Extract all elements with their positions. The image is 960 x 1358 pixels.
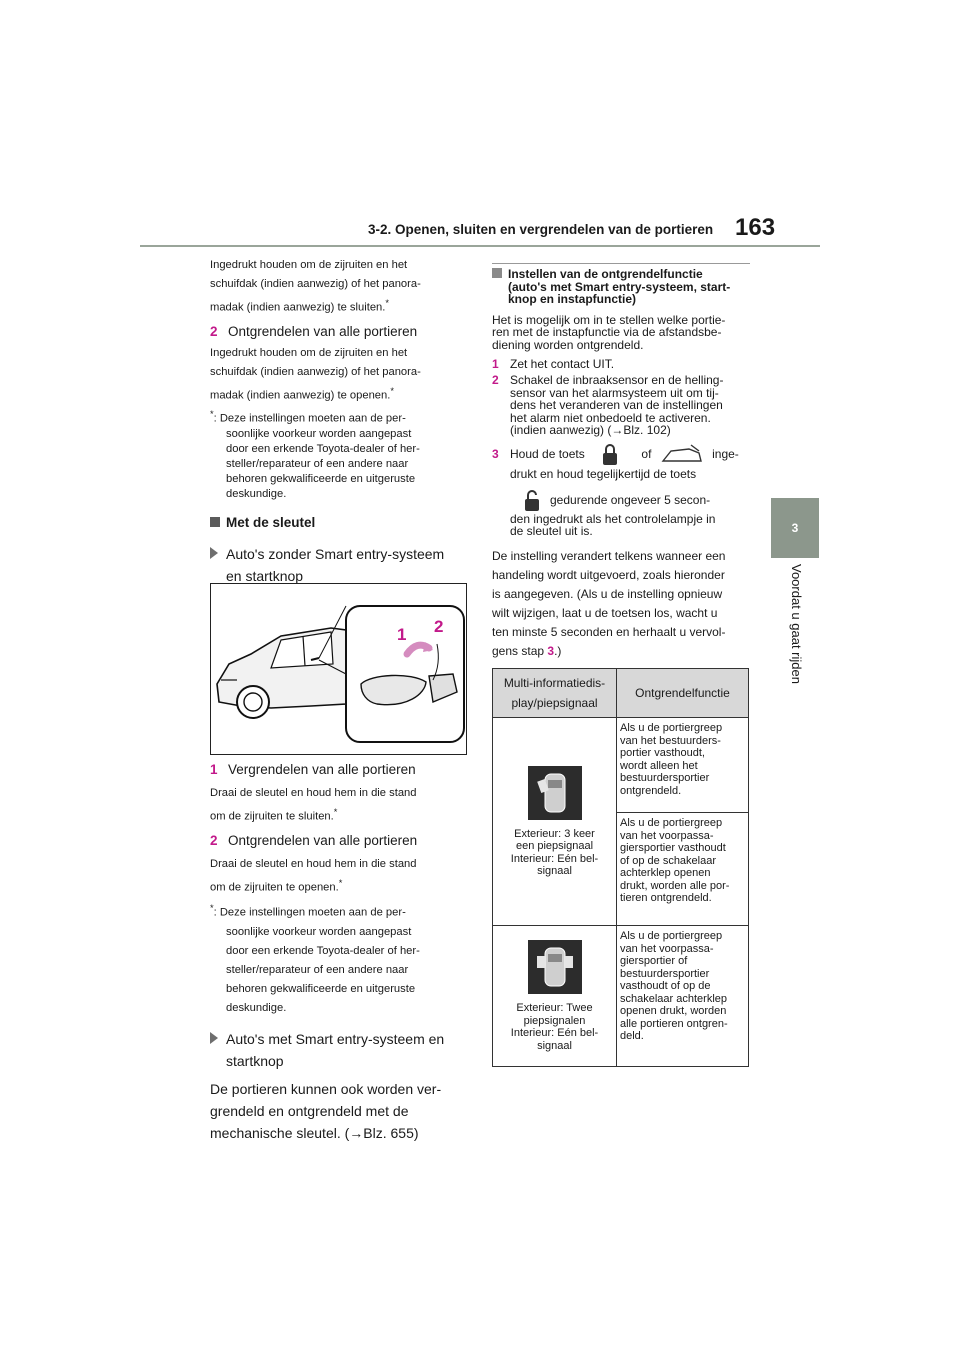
triangle-bullet-icon [210, 1032, 218, 1044]
unlock-function-table [492, 668, 749, 1067]
step-2-heading: 2 Ontgrendelen van alle portieren [210, 323, 418, 339]
intro-text: Het is mogelijk om in te stellen welke portie- ren met de instapfunctie via de afstandsbe- diening worden ontgrendeld. [492, 312, 726, 352]
fig-step-1: 1 Vergrendelen van alle portieren [210, 762, 416, 777]
left-column [210, 256, 472, 587]
mechanical-key-text: De portieren kunnen ook worden ver- grendeld en ontgrendeld met de mechanische sleutel. (→Blz. 655) [210, 1081, 442, 1142]
chapter-title: Voordat u gaat rijden [789, 564, 804, 684]
unlock-button-icon [522, 489, 542, 513]
tailgate-button-icon [661, 443, 703, 467]
square-bullet-icon [492, 268, 502, 278]
table-header-display: Multi-informatiedis- play/piepsignaal [493, 669, 617, 718]
paragraph-open: Ingedrukt houden om de zijruiten en het schuifdak (indien aanwezig) of het panora- madak (indien aanwezig) te openen.* [210, 346, 421, 402]
section-title: 3-2. Openen, sluiten en vergrendelen van de portieren [368, 222, 714, 237]
square-bullet-icon [210, 517, 220, 527]
table-header-function: Ontgrendelfunctie [617, 669, 749, 718]
table-cell-function-2: Als u de portiergreep van het voorpassa- giersportier of bestuurdersportier vasthoudt of op de schakelaar achterklep openen drukt, worden alle portieren ontgren- deld. [617, 926, 749, 1067]
figure-label-1: 1 [397, 625, 407, 644]
step-2: 2 Schakel de inbraaksensor en de helling- sensor van het alarmsysteem uit om tij- dens het veranderen van de instellingen het alarm niet onbedoeld te activeren. (indien aanwezig) (→Blz. 102) [492, 373, 724, 437]
footnote-1: *: Deze instellingen moeten aan de per- soonlijke voorkeur worden aangepast door een erkende Toyota-dealer of her- steller/reparateur of een andere naar behoren gekwalificeerde en uitgeruste deskundige. [210, 409, 420, 501]
triangle-bullet-icon [210, 547, 218, 559]
table-cell-display-2: Exterieur: Twee piepsignalen Interieur: Eén bel- signaal [493, 926, 617, 1067]
step-3-cont: gedurende ongeveer 5 secon- den ingedrukt als het controlelampje in de sleutel uit is. [492, 489, 754, 538]
car-all-doors-icon [528, 766, 582, 820]
heading-key: Met de sleutel [210, 514, 472, 531]
table-row [493, 718, 749, 813]
key-door-figure [210, 583, 467, 755]
figure-label-2: 2 [434, 617, 444, 636]
table-header-row [493, 669, 749, 718]
subheading-no-smart-entry: Auto's zonder Smart entry-systeem en startknop [210, 543, 472, 587]
footnote-2: *: Deze instellingen moeten aan de per- soonlijke voorkeur worden aangepast door een erkende Toyota-dealer of her- steller/reparateur of een andere naar behoren gekwalificeerde en uitgeruste deskundige. [210, 903, 420, 1015]
header-rule [140, 245, 820, 247]
unlock-function-heading: Instellen van de ontgrendelfunctie (auto's met Smart entry-systeem, start- knop en instapfunctie) [492, 268, 754, 306]
subheading-smart-entry: Auto's met Smart entry-systeem en startknop [210, 1028, 472, 1072]
right-column [492, 268, 754, 661]
setting-paragraph: De instelling verandert telkens wanneer een handeling wordt uitgevoerd, zoals hieronder is aangegeven. (Als u de instelling opnieuw wilt wijzigen, laat u de toetsen los, wacht u ten minste 5 seconden en herhaalt u vervol- gens stap 3.) [492, 548, 726, 658]
table-cell-function-1b: Als u de portiergreep van het voorpassa- giersportier vasthoudt of op de schakelaar achterklep openen drukt, worden alle por- tieren ontgrendeld. [617, 813, 749, 926]
step-1: 1 Zet het contact UIT. [492, 357, 615, 371]
table-row [493, 926, 749, 1067]
left-column-lower [210, 760, 472, 1144]
chapter-tab [771, 498, 819, 558]
fig-step-2-text: Draai de sleutel en houd hem in die stand om de zijruiten te openen.* [210, 857, 417, 894]
lock-button-icon [600, 443, 620, 467]
page-number: 163 [735, 214, 776, 241]
step-3: 3 Houd de toets of inge- drukt en houd tegelijkertijd de toets [492, 443, 754, 481]
fig-step-2: 2 Ontgrendelen van alle portieren [210, 832, 418, 848]
paragraph-close: Ingedrukt houden om de zijruiten en het schuifdak (indien aanwezig) of het panora- madak (indien aanwezig) te sluiten.* [210, 259, 421, 314]
car-front-doors-icon [528, 940, 582, 994]
fig-step-1-text: Draai de sleutel en houd hem in die stand om de zijruiten te sluiten.* [210, 787, 417, 823]
table-cell-display-1: Exterieur: 3 keer een piepsignaal Interieur: Eén bel- signaal [493, 718, 617, 926]
table-cell-function-1a: Als u de portiergreep van het bestuurders- portier vasthoudt, wordt alleen het bestuurdersportier ontgrendeld. [617, 718, 749, 813]
right-rule [492, 263, 750, 264]
car-key-illustration [211, 584, 467, 755]
chapter-number: 3 [791, 521, 799, 535]
